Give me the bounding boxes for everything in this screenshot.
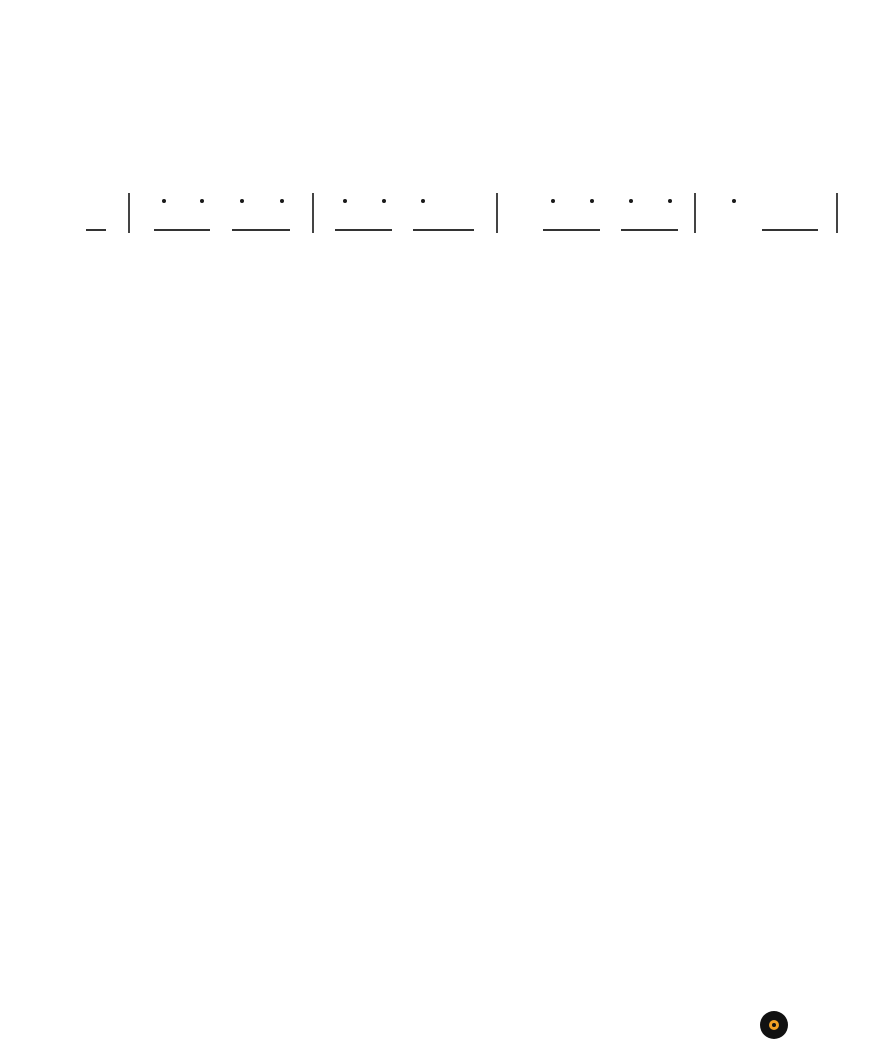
octave-dot: [590, 199, 594, 203]
key-signature: [46, 104, 50, 125]
beam-underline: [762, 229, 818, 231]
beam-underline: [413, 229, 474, 231]
octave-dot: [162, 199, 166, 203]
beam-underline: [543, 229, 600, 231]
octave-dot: [343, 199, 347, 203]
beam-underline: [621, 229, 678, 231]
barline: [312, 193, 314, 233]
octave-dot: [551, 199, 555, 203]
barline: [128, 193, 130, 233]
octave-dot: [240, 199, 244, 203]
barline: [694, 193, 696, 233]
octave-dot: [200, 199, 204, 203]
vinyl-record-icon: [760, 1011, 788, 1039]
octave-dot: [668, 199, 672, 203]
beam-underline: [154, 229, 210, 231]
beam-underline: [86, 229, 106, 231]
octave-dot: [382, 199, 386, 203]
beam-underline: [335, 229, 392, 231]
octave-dot: [280, 199, 284, 203]
barline: [836, 193, 838, 233]
record-hole-icon: [772, 1023, 776, 1027]
octave-dot: [732, 199, 736, 203]
barline: [496, 193, 498, 233]
beam-underline: [232, 229, 290, 231]
octave-dot: [421, 199, 425, 203]
octave-dot: [629, 199, 633, 203]
